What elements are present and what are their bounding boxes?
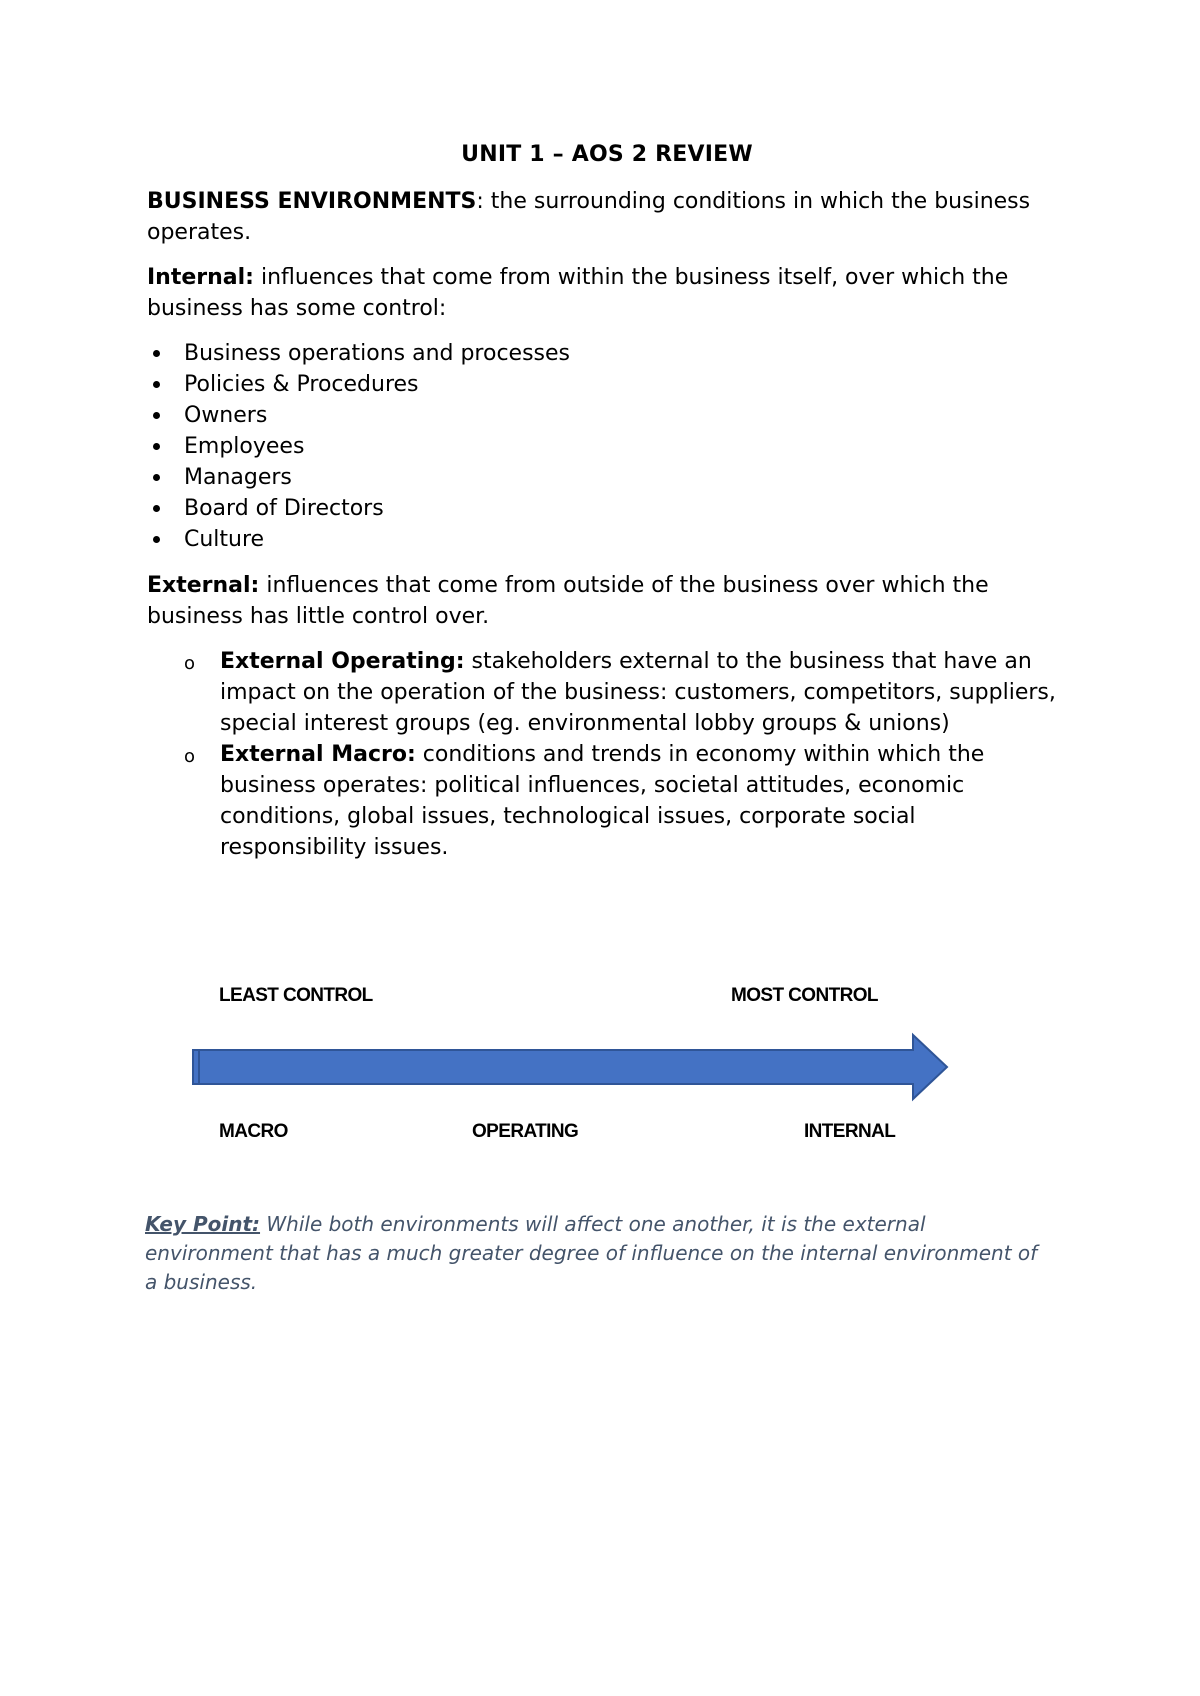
most-control-label: MOST CONTROL xyxy=(731,985,878,1006)
list-item: Employees xyxy=(147,431,1067,462)
page-title: UNIT 1 – AOS 2 REVIEW xyxy=(461,142,753,167)
external-definition: influences that come from outside of the business over which the business has little control over. xyxy=(147,573,989,629)
business-environments-term: BUSINESS ENVIRONMENTS xyxy=(147,189,477,214)
list-item: Business operations and processes xyxy=(147,338,1067,369)
internal-list xyxy=(147,338,1067,555)
external-macro-text: conditions and trends in economy within which the business operates: political influences, societal attitudes, economic conditions, global issues, technological issues, corporate social responsibility issues. xyxy=(220,742,985,860)
list-item: Culture xyxy=(147,524,1067,555)
external-operating-term: External Operating: xyxy=(220,649,465,674)
internal-definition: influences that come from within the business itself, over which the business has some control: xyxy=(147,265,1009,321)
key-point xyxy=(145,1210,1045,1297)
macro-label: MACRO xyxy=(219,1121,288,1142)
bullet-icon xyxy=(153,412,160,419)
key-point-label: Key Point: xyxy=(145,1212,261,1236)
external-macro-term: External Macro: xyxy=(220,742,416,767)
bullet-icon xyxy=(153,474,160,481)
business-environments-paragraph xyxy=(147,186,1067,248)
internal-label: INTERNAL xyxy=(804,1121,896,1142)
circle-bullet-icon: o xyxy=(184,746,196,767)
bullet-icon xyxy=(153,505,160,512)
arrow-shape xyxy=(193,1035,947,1099)
external-operating-text: stakeholders external to the business that have an impact on the operation of the business: customers, competitors, suppliers, special interest groups (eg. environmental lobby groups & unions) xyxy=(220,649,1056,736)
list-item: Managers xyxy=(147,462,1067,493)
list-item: Policies & Procedures xyxy=(147,369,1067,400)
external-list xyxy=(147,646,1067,863)
least-control-label: LEAST CONTROL xyxy=(219,985,373,1006)
internal-term: Internal: xyxy=(147,265,254,290)
list-item: Board of Directors xyxy=(147,493,1067,524)
circle-bullet-icon: o xyxy=(184,653,196,674)
bullet-icon xyxy=(153,536,160,543)
key-point-text: While both environments will affect one another, it is the external environment that has a much greater degree of influence on the internal environment of a business. xyxy=(145,1212,1038,1294)
bullet-icon xyxy=(153,381,160,388)
list-item-external-macro xyxy=(147,739,1067,863)
document-page xyxy=(147,140,1067,863)
list-item-external-operating xyxy=(147,646,1067,739)
operating-label: OPERATING xyxy=(472,1121,579,1142)
business-environments-definition: : the surrounding conditions in which the business operates. xyxy=(147,189,1031,245)
external-paragraph xyxy=(147,570,1067,632)
bullet-icon xyxy=(153,350,160,357)
list-item: Owners xyxy=(147,400,1067,431)
bullet-icon xyxy=(153,443,160,450)
external-term: External: xyxy=(147,573,260,598)
control-arrow xyxy=(190,1032,950,1102)
internal-paragraph xyxy=(147,262,1067,324)
